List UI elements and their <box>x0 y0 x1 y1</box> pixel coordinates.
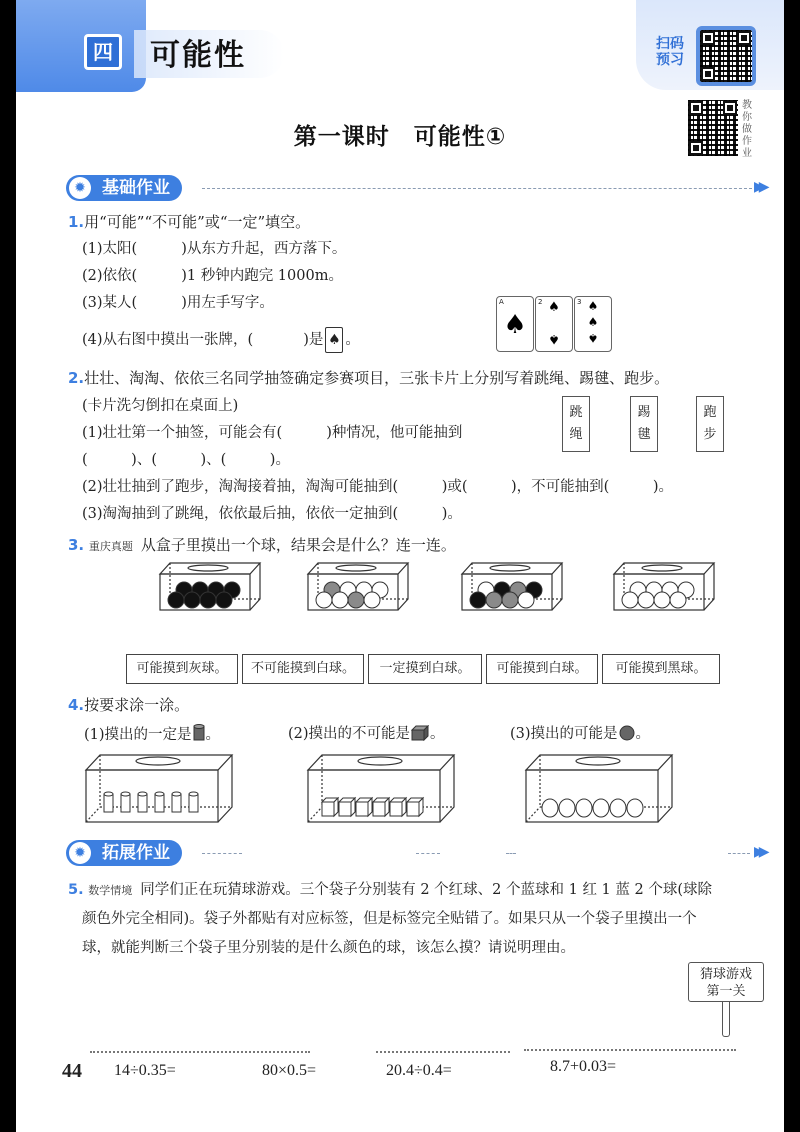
lightbulb-icon: ✹ <box>69 177 91 199</box>
double-arrow-icon: ▶▶ <box>754 179 764 195</box>
ball-white <box>638 592 654 608</box>
lesson-title: 第一课时 可能性① <box>293 124 507 150</box>
unit-number-badge: 四 <box>84 34 122 70</box>
sign-post <box>722 1002 730 1037</box>
calc-problem-2: 80×0.5= <box>262 1062 317 1079</box>
ball-gray <box>486 592 502 608</box>
shape-box-spheres[interactable] <box>524 752 674 824</box>
section-basic-header: ✹ 基础作业 <box>66 175 182 201</box>
unit-title: 可能性 <box>150 38 246 73</box>
ball-black <box>200 592 216 608</box>
ball-black <box>470 592 486 608</box>
ball-black <box>168 592 184 608</box>
ball-white <box>622 592 638 608</box>
ball-white <box>654 592 670 608</box>
ball-black <box>216 592 232 608</box>
lottery-card-rope: 跳 绳 <box>562 396 590 452</box>
calc-problem-3: 20.4÷0.4= <box>386 1062 452 1079</box>
answer-option-5[interactable]: 可能摸到黑球。 <box>602 654 720 684</box>
section-extended-header: ✹ 拓展作业 <box>66 840 182 866</box>
calc-problem-4: 8.7+0.03= <box>550 1058 617 1075</box>
answer-option-1[interactable]: 可能摸到灰球。 <box>126 654 238 684</box>
ball-white <box>364 592 380 608</box>
ball-gray <box>502 592 518 608</box>
dotted-divider <box>90 1051 310 1053</box>
question-tag: 重庆真题 <box>88 540 133 553</box>
double-arrow-icon: ▶▶ <box>754 844 764 860</box>
sphere-icon <box>619 725 635 741</box>
question-2-item-1: (1)壮壮第一个抽签，可能会有( )种情况，他可能抽到 <box>82 425 463 441</box>
question-4-prompt: 4.按要求涂一涂。 <box>68 696 190 714</box>
question-tag: 数学情境 <box>88 884 133 897</box>
playing-card-ace-spades: A ♠ <box>496 296 534 352</box>
question-5-line-3: 球，就能判断三个袋子里分别装的是什么颜色的球，该怎么摸？请说明理由。 <box>82 940 575 956</box>
question-1-prompt: 1.用“可能”“不可能”或“一定”填空。 <box>68 213 311 231</box>
question-2-note: (卡片洗匀倒扣在桌面上) <box>82 398 239 414</box>
question-2-item-1-choices[interactable]: ( )、( )、( )。 <box>82 452 290 468</box>
lightbulb-icon: ✹ <box>69 842 91 864</box>
ball-white <box>332 592 348 608</box>
section-divider <box>202 853 242 854</box>
spade-card-icon: ♠ <box>325 327 343 353</box>
cylinder-icon <box>193 724 205 742</box>
playing-card-two-spades: 2 ♠ ♠ <box>535 296 573 352</box>
ball-box-2 <box>306 560 410 612</box>
ball-box-4 <box>612 560 716 612</box>
question-5-line-1: 5. 数学情境 同学们正在玩猜球游戏。三个袋子分别装有 2 个红球、2 个蓝球和 1 红 1 蓝 2 个球(球除 <box>68 882 712 898</box>
question-1-item-4: (4)从右图中摸出一张牌，( )是 ♠ 。 <box>82 327 360 353</box>
question-2-item-2[interactable]: (2)壮壮抽到了跑步，淘淘接着抽，淘淘可能抽到( )或( )，不可能抽到( )。 <box>82 479 673 495</box>
question-1-item-3: (3)某人( )用左手写字。 <box>82 295 274 311</box>
page-number: 44 <box>62 1060 82 1082</box>
playing-card-three-spades: 3 ♠ ♠ ♠ <box>574 296 612 352</box>
qr-code-preview-icon[interactable] <box>700 30 752 82</box>
question-2-item-3[interactable]: (3)淘淘抽到了跳绳，依依最后抽，依依一定抽到( )。 <box>82 506 462 522</box>
question-2-prompt: 2.壮壮、淘淘、依依三名同学抽签确定参赛项目，三张卡片上分别写着跳绳、踢毽、跑步。 <box>68 369 670 387</box>
question-1-item-2: (2)依依( )1 秒钟内跑完 1000m。 <box>82 268 343 284</box>
answer-option-3[interactable]: 一定摸到白球。 <box>368 654 482 684</box>
shape-box-cylinders[interactable] <box>84 752 234 824</box>
question-4-item-2: (2)摸出的不可能是 。 <box>288 726 445 742</box>
header-banner <box>16 0 146 92</box>
question-4-item-3: (3)摸出的可能是 。 <box>510 726 651 742</box>
calc-problem-1: 14÷0.35= <box>114 1062 176 1079</box>
answer-option-2[interactable]: 不可能摸到白球。 <box>242 654 364 684</box>
ball-box-1 <box>158 560 262 612</box>
lottery-card-running: 跑 步 <box>696 396 724 452</box>
qr-side-caption: 教你做作业 <box>742 100 752 159</box>
answer-option-4[interactable]: 可能摸到白球。 <box>486 654 598 684</box>
ball-box-3 <box>460 560 564 612</box>
scan-preview-label: 扫码 预习 <box>656 36 684 68</box>
cube-icon <box>411 725 429 741</box>
question-4-item-1: (1)摸出的一定是 。 <box>84 724 220 745</box>
workbook-page <box>16 0 784 1132</box>
game-level-sign: 猜球游戏 第一关 <box>688 962 764 1002</box>
ball-white <box>518 592 534 608</box>
section-divider <box>202 188 752 189</box>
ball-group <box>168 582 240 608</box>
question-5-line-2: 颜色外完全相同)。袋子外都贴有对应标签，但是标签完全贴错了。如果只从一个袋子里摸出一个 <box>82 911 697 927</box>
lottery-card-shuttlecock: 踢 毽 <box>630 396 658 452</box>
question-1-item-1: (1)太阳( )从东方升起，西方落下。 <box>82 241 347 257</box>
ball-white <box>670 592 686 608</box>
ball-black <box>184 592 200 608</box>
question-3-prompt: 3. 重庆真题 从盒子里摸出一个球，结果会是什么？连一连。 <box>68 536 456 554</box>
ball-gray <box>348 592 364 608</box>
ball-white <box>316 592 332 608</box>
shape-box-cubes[interactable] <box>306 752 456 824</box>
